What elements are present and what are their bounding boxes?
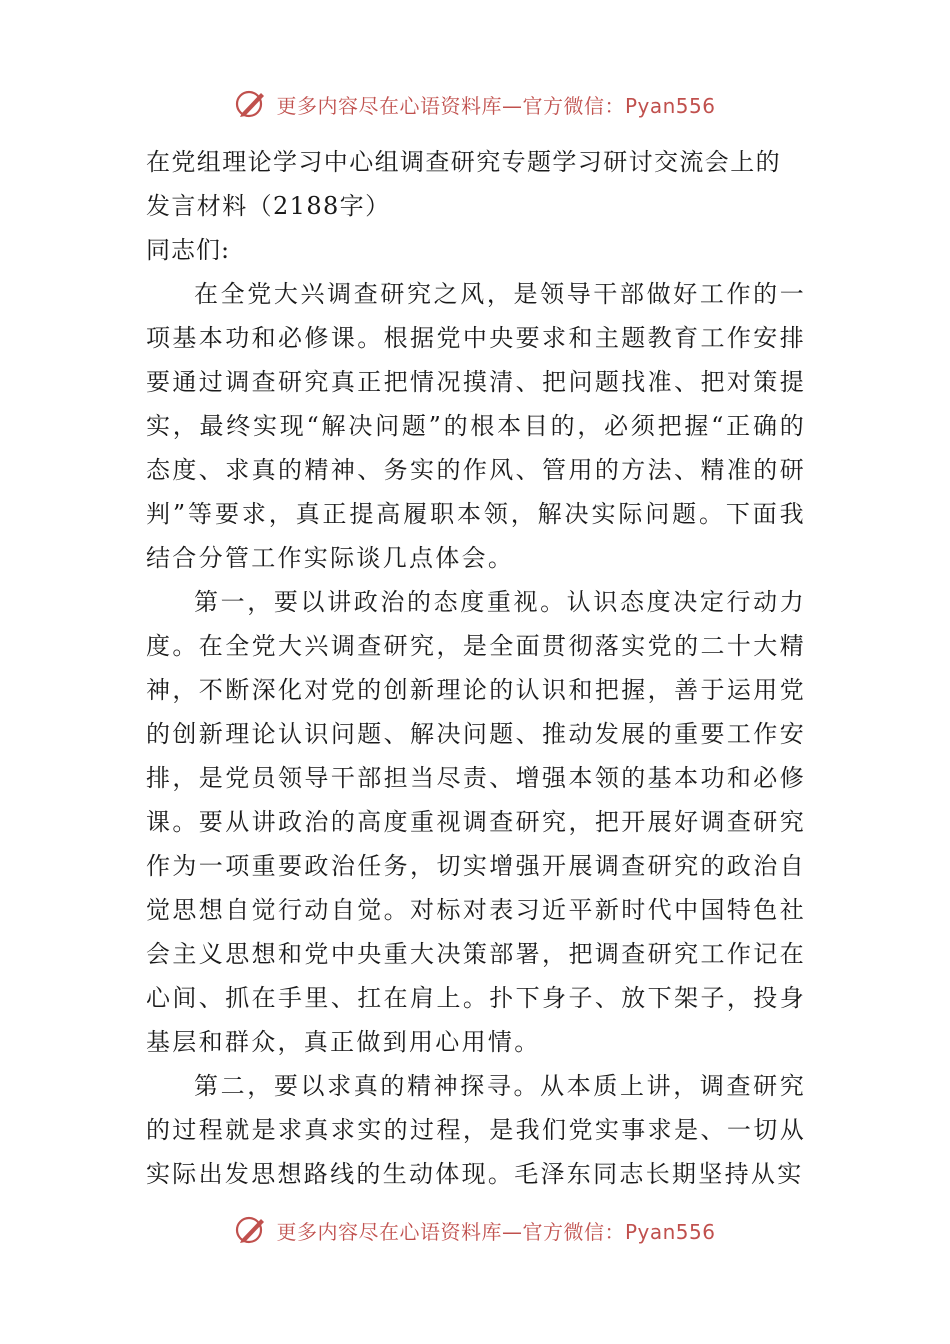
header-watermark — [0, 84, 950, 124]
paragraph-point-one: 第一，要以讲政治的态度重视。认识态度决定行动力度。在全党大兴调查研究，是全面贯彻落实党的二十大精神，不断深化对党的创新理论的认识和把握，善于运用党的创新理论认识问题、解决问题、推动发展的重要工作安排，是党员领导干部担当尽责、增强本领的基本功和必修课。要从讲政治的高度重视调查研究，把开展好调查研究作为一项重要政治任务，切实增强开展调查研究的政治自觉思想自觉行动自觉。对标对表习近平新时代中国特色社会主义思想和党中央重大决策部署，把调查研究工作记在心间、抓在手里、扛在肩上。扑下身子、放下架子，投身基层和群众，真正做到用心用情。 — [146, 588, 806, 1056]
document-title-line-2: 发言材料（2188字） — [146, 192, 391, 220]
watermark-text: 更多内容尽在心语资料库—官方微信：Pyan556 — [276, 93, 716, 118]
paragraph-point-two: 第二，要以求真的精神探寻。从本质上讲，调查研究的过程就是求真求实的过程，是我们党实事求是、一切从实际出发思想路线的生动体现。毛泽东同志长期坚持从实 — [146, 1072, 806, 1188]
footer-watermark — [0, 1210, 950, 1250]
watermark-text: 更多内容尽在心语资料库—官方微信：Pyan556 — [276, 1219, 716, 1244]
paragraph-intro: 在全党大兴调查研究之风，是领导干部做好工作的一项基本功和必修课。根据党中央要求和主题教育工作安排要通过调查研究真正把情况摸清、把问题找准、把对策提实，最终实现“解决问题”的根本目的，必须把握“正确的态度、求真的精神、务实的作风、管用的方法、精准的研判”等要求，真正提高履职本领，解决实际问题。下面我结合分管工作实际谈几点体会。 — [146, 280, 806, 572]
document-body — [146, 140, 806, 1196]
document-title-line-1: 在党组理论学习中心组调查研究专题学习研讨交流会上的 — [146, 148, 781, 176]
pen-logo-icon — [234, 1213, 268, 1247]
greeting: 同志们: — [146, 236, 231, 264]
pen-logo-icon — [234, 87, 268, 121]
